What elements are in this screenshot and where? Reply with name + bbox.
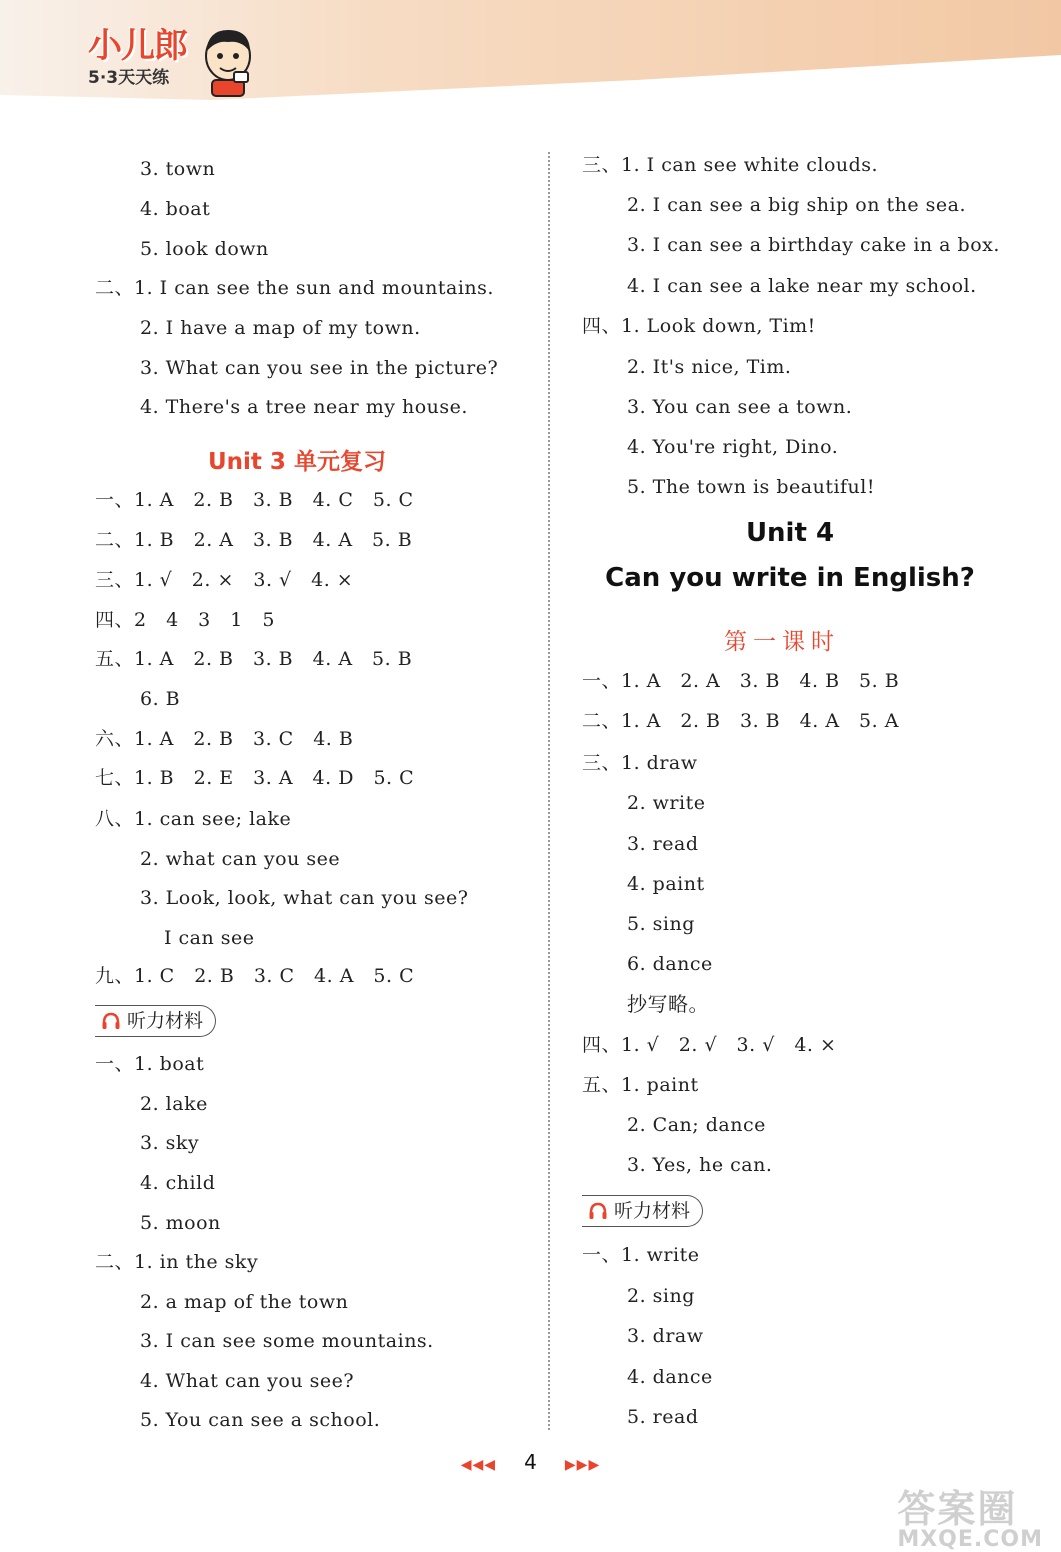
headphones-icon	[588, 1201, 608, 1221]
column-divider	[548, 152, 550, 1430]
answer-line: 二、1. in the sky	[95, 1251, 259, 1273]
answer-line: 5. sing	[627, 913, 695, 935]
unit4-subtitle: Can you write in English?	[605, 563, 975, 593]
answer-line: 四、1. Look down, Tim!	[582, 315, 816, 337]
answer-line: 4. What can you see?	[140, 1370, 355, 1392]
answer-line: 5. read	[627, 1406, 699, 1428]
prev-arrows-icon: ◀◀◀	[460, 1457, 497, 1473]
page-number: 4	[524, 1450, 537, 1474]
answer-line: 3. draw	[627, 1325, 704, 1347]
answer-line: 6. dance	[627, 953, 713, 975]
answer-line: 4. boat	[140, 198, 211, 220]
listening-material-tag	[95, 1005, 216, 1037]
answer-line: 3. You can see a town.	[627, 396, 853, 418]
answer-line: 一、1. write	[582, 1244, 700, 1266]
mascot-icon	[198, 26, 258, 98]
answer-line: 九、1. C 2. B 3. C 4. A 5. C	[95, 965, 415, 987]
answer-line: 八、1. can see; lake	[95, 808, 292, 830]
answer-line: 2. lake	[140, 1093, 208, 1115]
watermark-cn: 答案圈	[897, 1487, 1018, 1531]
answer-line: 4. There's a tree near my house.	[140, 396, 468, 418]
answer-line: 3. town	[140, 158, 216, 180]
unit3-review-title: Unit 3 单元复习	[208, 449, 386, 475]
headphones-icon	[101, 1011, 121, 1031]
answer-line: 4. You're right, Dino.	[627, 436, 839, 458]
answer-line: 一、1. A 2. A 3. B 4. B 5. B	[582, 670, 900, 692]
answer-line: 3. What can you see in the picture?	[140, 357, 499, 379]
answer-line: 六、1. A 2. B 3. C 4. B	[95, 728, 354, 750]
next-arrows-icon: ▶▶▶	[564, 1457, 601, 1473]
answer-line: 一、1. A 2. B 3. B 4. C 5. C	[95, 489, 414, 511]
answer-line: 三、1. √ 2. × 3. √ 4. ×	[95, 569, 354, 591]
answer-line: 四、2 4 3 1 5	[95, 609, 275, 631]
answer-line: 5. moon	[140, 1212, 221, 1234]
answer-line: 三、1. draw	[582, 752, 698, 774]
answer-line: 3. Look, look, what can you see?	[140, 887, 469, 909]
answer-line: 五、1. paint	[582, 1074, 699, 1096]
answer-line: 2. a map of the town	[140, 1291, 349, 1313]
listening-material-label: 听力材料	[614, 1200, 691, 1222]
answer-line: 4. I can see a lake near my school.	[627, 275, 977, 297]
answer-line: I can see	[164, 927, 255, 949]
answer-line: 抄写略。	[627, 992, 709, 1016]
answer-line: 4. paint	[627, 873, 705, 895]
answer-line: 2. It's nice, Tim.	[627, 356, 792, 378]
answer-line: 二、1. I can see the sun and mountains.	[95, 277, 494, 299]
answer-line: 3. I can see a birthday cake in a box.	[627, 234, 1000, 256]
answer-line: 七、1. B 2. E 3. A 4. D 5. C	[95, 767, 415, 789]
answer-line: 2. Can; dance	[627, 1114, 766, 1136]
logo-text: 小儿郎	[88, 26, 187, 66]
answer-line: 一、1. boat	[95, 1053, 205, 1075]
answer-line: 2. I can see a big ship on the sea.	[627, 194, 967, 216]
listening-material-label: 听力材料	[127, 1010, 204, 1032]
answer-line: 5. The town is beautiful!	[627, 476, 876, 498]
answer-line: 5. look down	[140, 238, 269, 260]
answer-line: 4. dance	[627, 1366, 713, 1388]
answer-line: 二、1. B 2. A 3. B 4. A 5. B	[95, 529, 413, 551]
answer-line: 2. what can you see	[140, 848, 341, 870]
listening-material-tag	[582, 1195, 703, 1227]
answer-line: 5. You can see a school.	[140, 1409, 381, 1431]
answer-line: 3. read	[627, 833, 699, 855]
answer-line: 3. sky	[140, 1132, 200, 1154]
watermark-en: MXQE.COM	[897, 1527, 1043, 1552]
answer-line: 6. B	[140, 688, 181, 710]
answer-line: 二、1. A 2. B 3. B 4. A 5. A	[582, 710, 899, 732]
answer-line: 三、1. I can see white clouds.	[582, 154, 879, 176]
answer-line: 2. write	[627, 792, 706, 814]
unit4-title: Unit 4	[745, 518, 835, 548]
answer-line: 4. child	[140, 1172, 216, 1194]
answer-line: 3. I can see some mountains.	[140, 1330, 434, 1352]
lesson-title: 第一课时	[724, 629, 840, 655]
answer-line: 五、1. A 2. B 3. B 4. A 5. B	[95, 648, 413, 670]
answer-line: 3. Yes, he can.	[627, 1154, 773, 1176]
answer-line: 四、1. √ 2. √ 3. √ 4. ×	[582, 1034, 837, 1056]
answer-line: 2. I have a map of my town.	[140, 317, 421, 339]
page-footer	[0, 1450, 1061, 1474]
answer-line: 2. sing	[627, 1285, 695, 1307]
watermark	[897, 1478, 1043, 1552]
series-text: 5·3天天练	[88, 68, 170, 88]
logo	[88, 28, 187, 88]
